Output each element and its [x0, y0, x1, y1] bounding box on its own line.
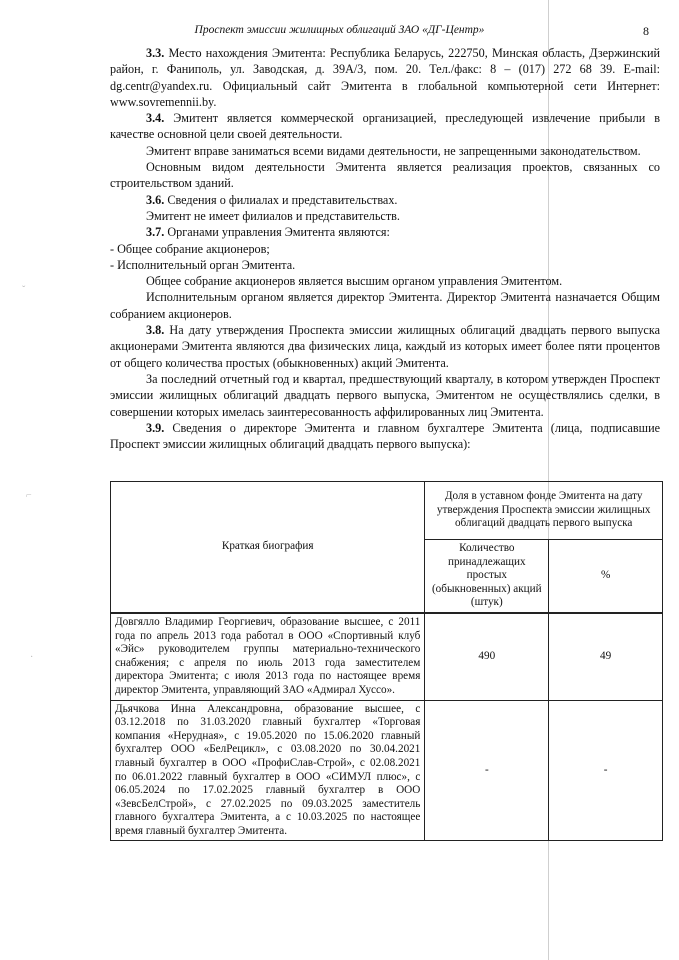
page-header: Проспект эмиссии жилищных облигаций ЗАО «ДГ-Центр»	[194, 24, 485, 36]
header-bio: Краткая биография	[111, 482, 425, 613]
table-row	[111, 613, 663, 700]
shares-count-cell: 490	[425, 613, 549, 700]
paragraph: За последний отчетный год и квартал, предшествующий кварталу, в котором утвержден Проспект эмиссии жилищных облигаций двадцать первого выпуска, Эмитентом не осуществлялись сделки, в совершении которых имелась заинтересованность аффилированных лиц Эмитента.	[110, 371, 660, 419]
paragraph: Исполнительным органом является директор Эмитента. Директор Эмитента назначается Общим собранием акционеров.	[110, 290, 660, 321]
bio-cell: Довгялло Владимир Георгиевич, образование высшее, с 2011 года по апрель 2013 года работал в ООО «Спортивный клуб «Эйс» руководителем группы материально-технического снабжения; с апреля по июль 2013 года заместителем директора Эмитента; с июля 2013 года по настоящее время директор Эмитента, управляющий ЗАО «Адмирал Хуссо».	[111, 613, 425, 700]
table-row	[111, 700, 663, 841]
page-number: 8	[643, 24, 649, 38]
header-count: Количество принадлежащих простых (обыкновенных) акций (штук)	[425, 540, 549, 613]
document-body	[110, 45, 660, 452]
bio-cell: Дьячкова Инна Александровна, образование высшее, с 03.12.2018 по 31.03.2020 главный бухгалтер «Торговая компания «Нерудная», с 19.05.2020 по 15.06.2020 главный бухгалтер ООО «БелРецикл», с 03.08.2020 по 30.04.2021 главный бухгалтер в ООО «ПрофиСлав-Строй», с 02.08.2021 по 06.01.2022 главный бухгалтер в ООО «СИМУЛ плюс», с 06.05.2024 по 17.02.2025 главный бухгалтер в ООО «ЗевсБелСтрой», с 27.02.2025 по 09.03.2025 заместитель главного бухгалтера Эмитента, а с 10.03.2025 по настоящее время главный бухгалтер Эмитента.	[111, 700, 425, 841]
margin-mark: ⌐	[26, 490, 32, 501]
paragraph: Основным видом деятельности Эмитента является реализация проектов, связанных со строительством зданий.	[110, 160, 660, 191]
paragraph-3-6: 3.6. Сведения о филиалах и представительствах.	[146, 192, 398, 207]
list-item: - Исполнительный орган Эмитента.	[110, 257, 296, 272]
margin-mark: ·	[30, 652, 34, 663]
list-item: - Общее собрание акционеров;	[110, 241, 270, 256]
margin-mark: ˇ	[22, 285, 26, 296]
paragraph: Эмитент вправе заниматься всеми видами деятельности, не запрещенными законодательством.	[146, 143, 641, 158]
header-percent: %	[549, 540, 663, 613]
management-table	[110, 481, 663, 841]
paragraph-3-4: 3.4. Эмитент является коммерческой организацией, преследующей извлечение прибыли в качестве основной цели своей деятельности.	[110, 111, 660, 142]
header-share: Доля в уставном фонде Эмитента на дату утверждения Проспекта эмиссии жилищных облигаций двадцать первого выпуска	[425, 482, 663, 540]
shares-percent-cell: -	[549, 700, 663, 841]
shares-percent-cell: 49	[549, 613, 663, 700]
paragraph-3-7: 3.7. Органами управления Эмитента являются:	[146, 225, 390, 240]
paragraph-3-8: 3.8. На дату утверждения Проспекта эмиссии жилищных облигаций двадцать первого выпуска акционерами Эмитента являются два физических лица, каждый из которых имеет более пяти процентов от общего количества простых (обыкновенных) акций Эмитента.	[110, 323, 660, 370]
paragraph-3-3: 3.3. Место нахождения Эмитента: Республика Беларусь, 222750, Минская область, Дзержинский район, г. Фаниполь, ул. Заводская, д. 39А/3, пом. 20. Тел./факс: 8 – (017) 272 68 39. E-mail: dg.centr@yandex.ru. Официальный сайт Эмитента в глобальной компьютерной сети Интернет: www.sovremennii.by.	[110, 46, 660, 109]
paragraph-3-9: 3.9. Сведения о директоре Эмитента и главном бухгалтере Эмитента (лица, подписавшие Проспект эмиссии жилищных облигаций двадцать первого выпуска):	[110, 420, 660, 452]
paragraph: Общее собрание акционеров является высшим органом управления Эмитентом.	[146, 274, 563, 289]
shares-count-cell: -	[425, 700, 549, 841]
paragraph: Эмитент не имеет филиалов и представительств.	[146, 208, 400, 223]
